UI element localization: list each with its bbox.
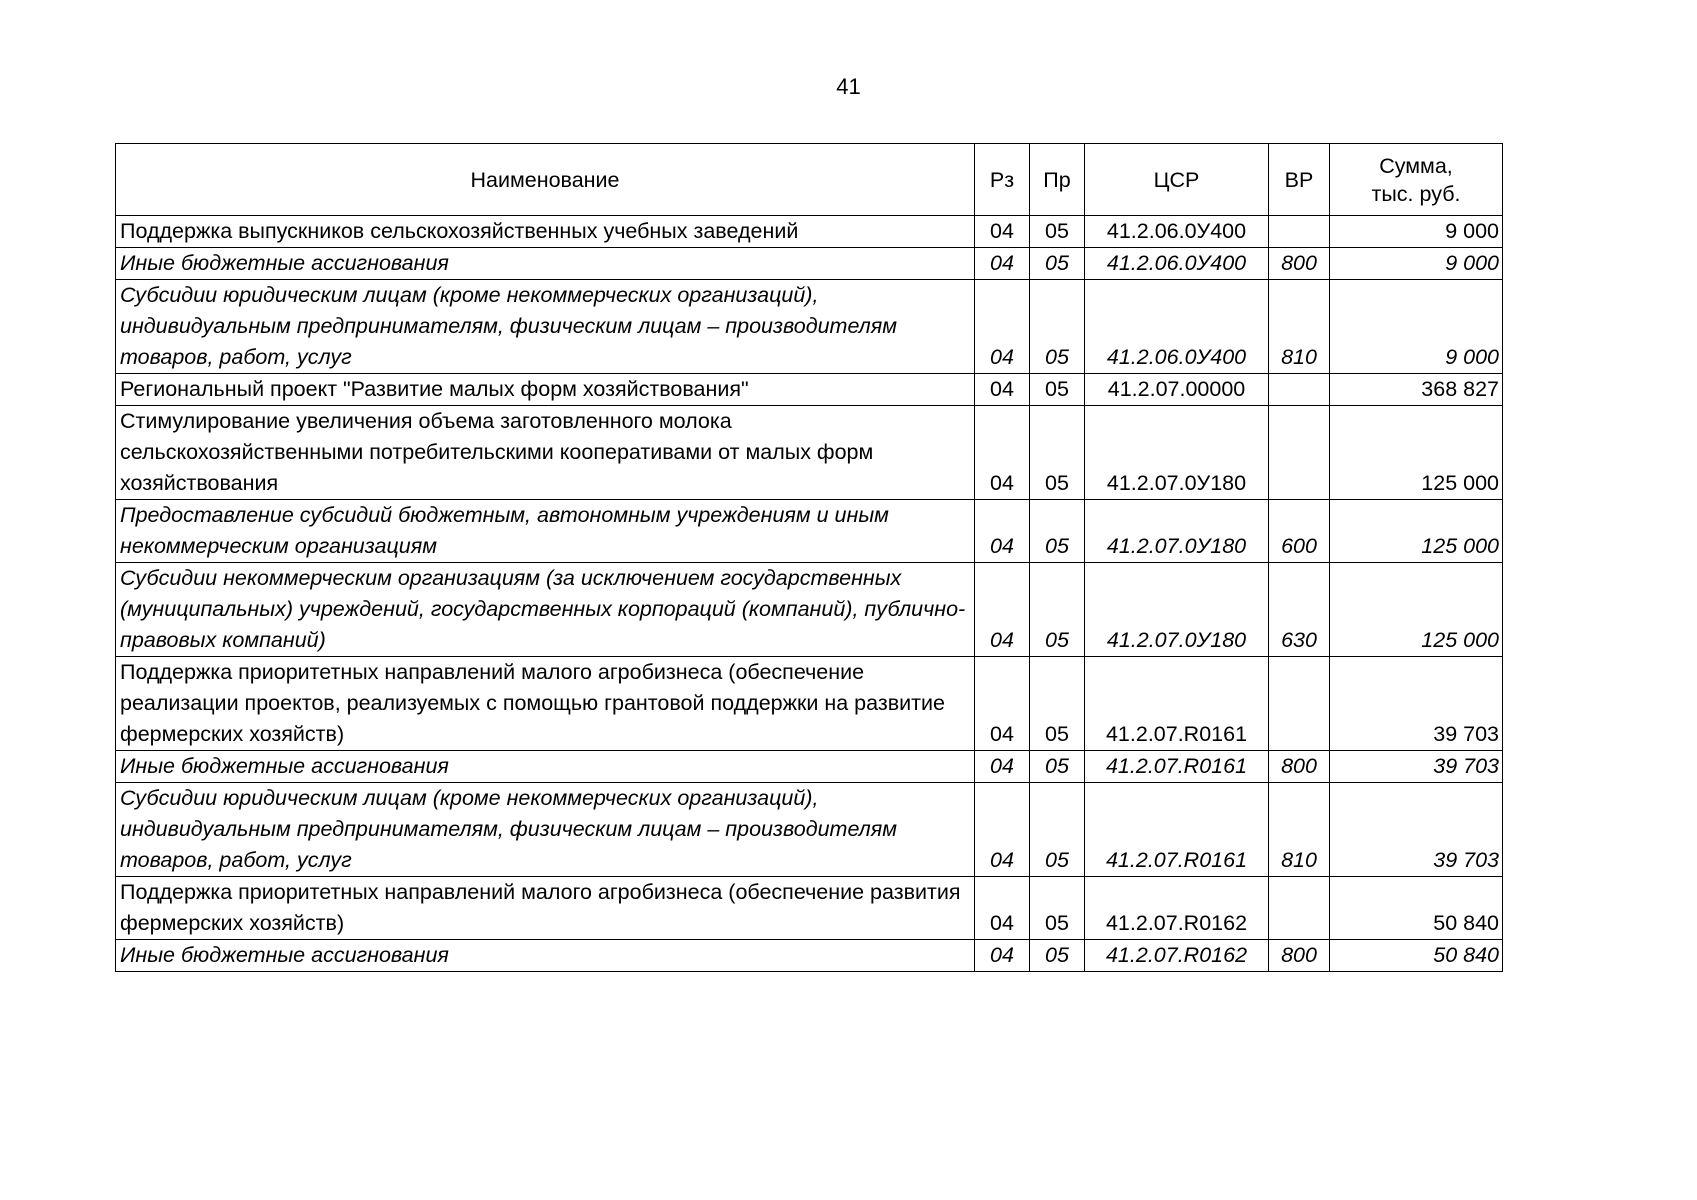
cell-sum: 125 000 (1330, 563, 1503, 657)
table-row (116, 248, 1503, 280)
cell-rz: 04 (975, 783, 1030, 877)
cell-vr: 800 (1269, 940, 1330, 972)
cell-pr: 05 (1030, 248, 1085, 280)
cell-name: Субсидии юридическим лицам (кроме некоммерческих организаций), индивидуальным предпринимателям, физическим лицам – производителям товаров, работ, услуг (116, 280, 975, 374)
cell-pr: 05 (1030, 940, 1085, 972)
header-sum-line1: Сумма, (1379, 153, 1453, 178)
table-row (116, 751, 1503, 783)
header-name: Наименование (116, 144, 975, 216)
cell-sum: 39 703 (1330, 783, 1503, 877)
cell-sum: 39 703 (1330, 657, 1503, 751)
cell-sum: 9 000 (1330, 216, 1503, 248)
header-csr: ЦСР (1085, 144, 1269, 216)
cell-name: Поддержка приоритетных направлений малого агробизнеса (обеспечение развития фермерских хозяйств) (116, 877, 975, 940)
cell-rz: 04 (975, 406, 1030, 500)
cell-name: Предоставление субсидий бюджетным, автономным учреждениям и иным некоммерческим организациям (116, 500, 975, 563)
cell-csr: 41.2.07.R0161 (1085, 751, 1269, 783)
cell-vr: 600 (1269, 500, 1330, 563)
cell-csr: 41.2.07.0У180 (1085, 563, 1269, 657)
cell-pr: 05 (1030, 280, 1085, 374)
cell-name: Иные бюджетные ассигнования (116, 940, 975, 972)
cell-rz: 04 (975, 280, 1030, 374)
cell-vr (1269, 657, 1330, 751)
table-row (116, 657, 1503, 751)
cell-sum: 368 827 (1330, 374, 1503, 406)
cell-csr: 41.2.06.0У400 (1085, 248, 1269, 280)
cell-csr: 41.2.07.0У180 (1085, 406, 1269, 500)
cell-vr (1269, 216, 1330, 248)
cell-rz: 04 (975, 500, 1030, 563)
cell-sum: 9 000 (1330, 280, 1503, 374)
cell-name: Поддержка выпускников сельскохозяйственных учебных заведений (116, 216, 975, 248)
cell-name: Иные бюджетные ассигнования (116, 751, 975, 783)
cell-rz: 04 (975, 563, 1030, 657)
cell-vr: 630 (1269, 563, 1330, 657)
cell-rz: 04 (975, 877, 1030, 940)
table-row (116, 500, 1503, 563)
cell-rz: 04 (975, 248, 1030, 280)
cell-name: Стимулирование увеличения объема заготовленного молока сельскохозяйственными потребительскими кооперативами от малых форм хозяйствования (116, 406, 975, 500)
cell-rz: 04 (975, 216, 1030, 248)
table-row (116, 783, 1503, 877)
cell-csr: 41.2.07.R0161 (1085, 783, 1269, 877)
cell-sum: 50 840 (1330, 877, 1503, 940)
cell-vr: 810 (1269, 783, 1330, 877)
table-row (116, 563, 1503, 657)
header-rz: Рз (975, 144, 1030, 216)
cell-pr: 05 (1030, 406, 1085, 500)
cell-rz: 04 (975, 751, 1030, 783)
cell-vr: 800 (1269, 248, 1330, 280)
cell-rz: 04 (975, 940, 1030, 972)
cell-name: Субсидии некоммерческим организациям (за исключением государственных (муниципальных) учреждений, государственных корпораций (компаний), публично-правовых компаний) (116, 563, 975, 657)
cell-vr: 800 (1269, 751, 1330, 783)
header-pr: Пр (1030, 144, 1085, 216)
cell-pr: 05 (1030, 374, 1085, 406)
cell-pr: 05 (1030, 500, 1085, 563)
cell-pr: 05 (1030, 877, 1085, 940)
cell-rz: 04 (975, 657, 1030, 751)
table-header (116, 144, 1503, 216)
budget-table (115, 143, 1503, 972)
cell-name: Иные бюджетные ассигнования (116, 248, 975, 280)
cell-sum: 39 703 (1330, 751, 1503, 783)
cell-sum: 9 000 (1330, 248, 1503, 280)
cell-vr (1269, 877, 1330, 940)
cell-csr: 41.2.07.R0162 (1085, 877, 1269, 940)
cell-rz: 04 (975, 374, 1030, 406)
header-row (116, 144, 1503, 216)
cell-vr: 810 (1269, 280, 1330, 374)
header-sum (1330, 144, 1503, 216)
table-row (116, 280, 1503, 374)
cell-name: Субсидии юридическим лицам (кроме некоммерческих организаций), индивидуальным предпринимателям, физическим лицам – производителям товаров, работ, услуг (116, 783, 975, 877)
cell-csr: 41.2.06.0У400 (1085, 280, 1269, 374)
cell-sum: 50 840 (1330, 940, 1503, 972)
page-number: 41 (836, 74, 861, 99)
cell-sum: 125 000 (1330, 500, 1503, 563)
cell-sum: 125 000 (1330, 406, 1503, 500)
table-body (116, 216, 1503, 972)
cell-pr: 05 (1030, 657, 1085, 751)
cell-pr: 05 (1030, 783, 1085, 877)
table-row (116, 940, 1503, 972)
cell-csr: 41.2.07.0У180 (1085, 500, 1269, 563)
table-row (116, 216, 1503, 248)
cell-pr: 05 (1030, 751, 1085, 783)
cell-name: Региональный проект "Развитие малых форм хозяйствования" (116, 374, 975, 406)
cell-csr: 41.2.06.0У400 (1085, 216, 1269, 248)
cell-pr: 05 (1030, 563, 1085, 657)
table-row (116, 877, 1503, 940)
cell-csr: 41.2.07.00000 (1085, 374, 1269, 406)
cell-name: Поддержка приоритетных направлений малого агробизнеса (обеспечение реализации проектов, реализуемых с помощью грантовой поддержки на развитие фермерских хозяйств) (116, 657, 975, 751)
cell-pr: 05 (1030, 216, 1085, 248)
cell-vr (1269, 374, 1330, 406)
table-row (116, 374, 1503, 406)
cell-csr: 41.2.07.R0162 (1085, 940, 1269, 972)
table-row (116, 406, 1503, 500)
header-vr: ВР (1269, 144, 1330, 216)
cell-csr: 41.2.07.R0161 (1085, 657, 1269, 751)
header-sum-line2: тыс. руб. (1371, 181, 1461, 206)
cell-vr (1269, 406, 1330, 500)
